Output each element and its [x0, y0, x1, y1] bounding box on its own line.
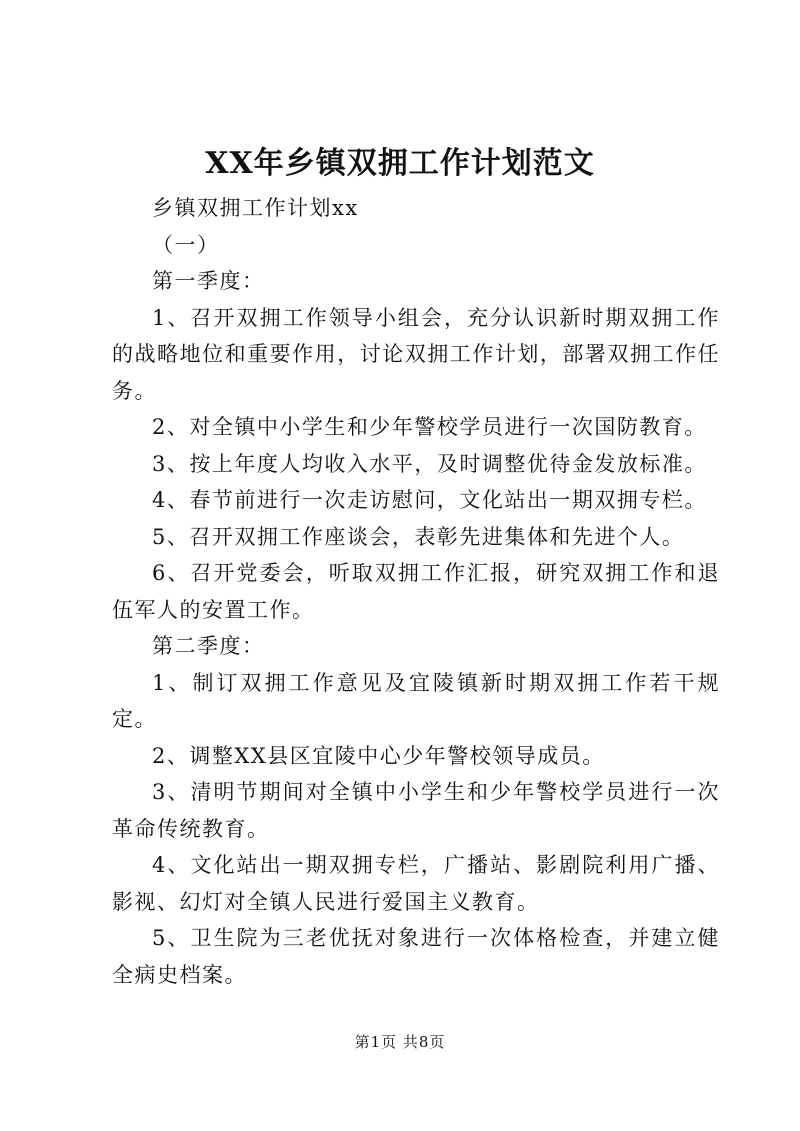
paragraph-q2-item-1: 1、制订双拥工作意见及宜陵镇新时期双拥工作若干规定。	[112, 670, 720, 731]
paragraph-q1-item-2: 2、对全镇中小学生和少年警校学员进行一次国防教育。	[152, 415, 707, 439]
paragraph-q1-item-1: 1、召开双拥工作领导小组会，充分认识新时期双拥工作的战略地位和重要作用，讨论双拥工作计划，部署双拥工作任务。	[112, 305, 720, 403]
paragraph-subtitle: 乡镇双拥工作计划xx	[152, 196, 359, 220]
paragraph-q1-item-4: 4、春节前进行一次走访慰问，文化站出一期双拥专栏。	[152, 488, 707, 512]
paragraph-q2-item-2: 2、调整XX县区宜陵中心少年警校领导成员。	[152, 743, 605, 768]
paragraph-q1-item-5: 5、召开双拥工作座谈会，表彰先进集体和先进个人。	[152, 524, 685, 549]
paragraph-q2-item-4: 4、文化站出一期双拥专栏，广播站、影剧院利用广播、影视、幻灯对全镇人民进行爱国主义教育。	[112, 853, 720, 914]
paragraph-q2-item-5: 5、卫生院为三老优抚对象进行一次体格检查，并建立健全病史档案。	[112, 926, 720, 987]
paragraph-q2-heading: 第二季度：	[152, 634, 265, 658]
paragraph-q1-item-3: 3、按上年度人均收入水平，及时调整优待金发放标准。	[152, 451, 707, 476]
paragraph-q1-heading: 第一季度：	[152, 269, 265, 293]
paragraph-q1-item-6: 6、召开党委会，听取双拥工作汇报，研究双拥工作和退伍军人的安置工作。	[112, 561, 720, 622]
document-title: XX年乡镇双拥工作计划范文	[205, 146, 595, 181]
paragraph-section-number: （一）	[152, 232, 220, 257]
document-body	[112, 190, 720, 993]
paragraph-q2-item-3: 3、清明节期间对全镇中小学生和少年警校学员进行一次革命传统教育。	[112, 780, 720, 841]
page-footer: 第1页 共8页	[354, 1033, 446, 1051]
